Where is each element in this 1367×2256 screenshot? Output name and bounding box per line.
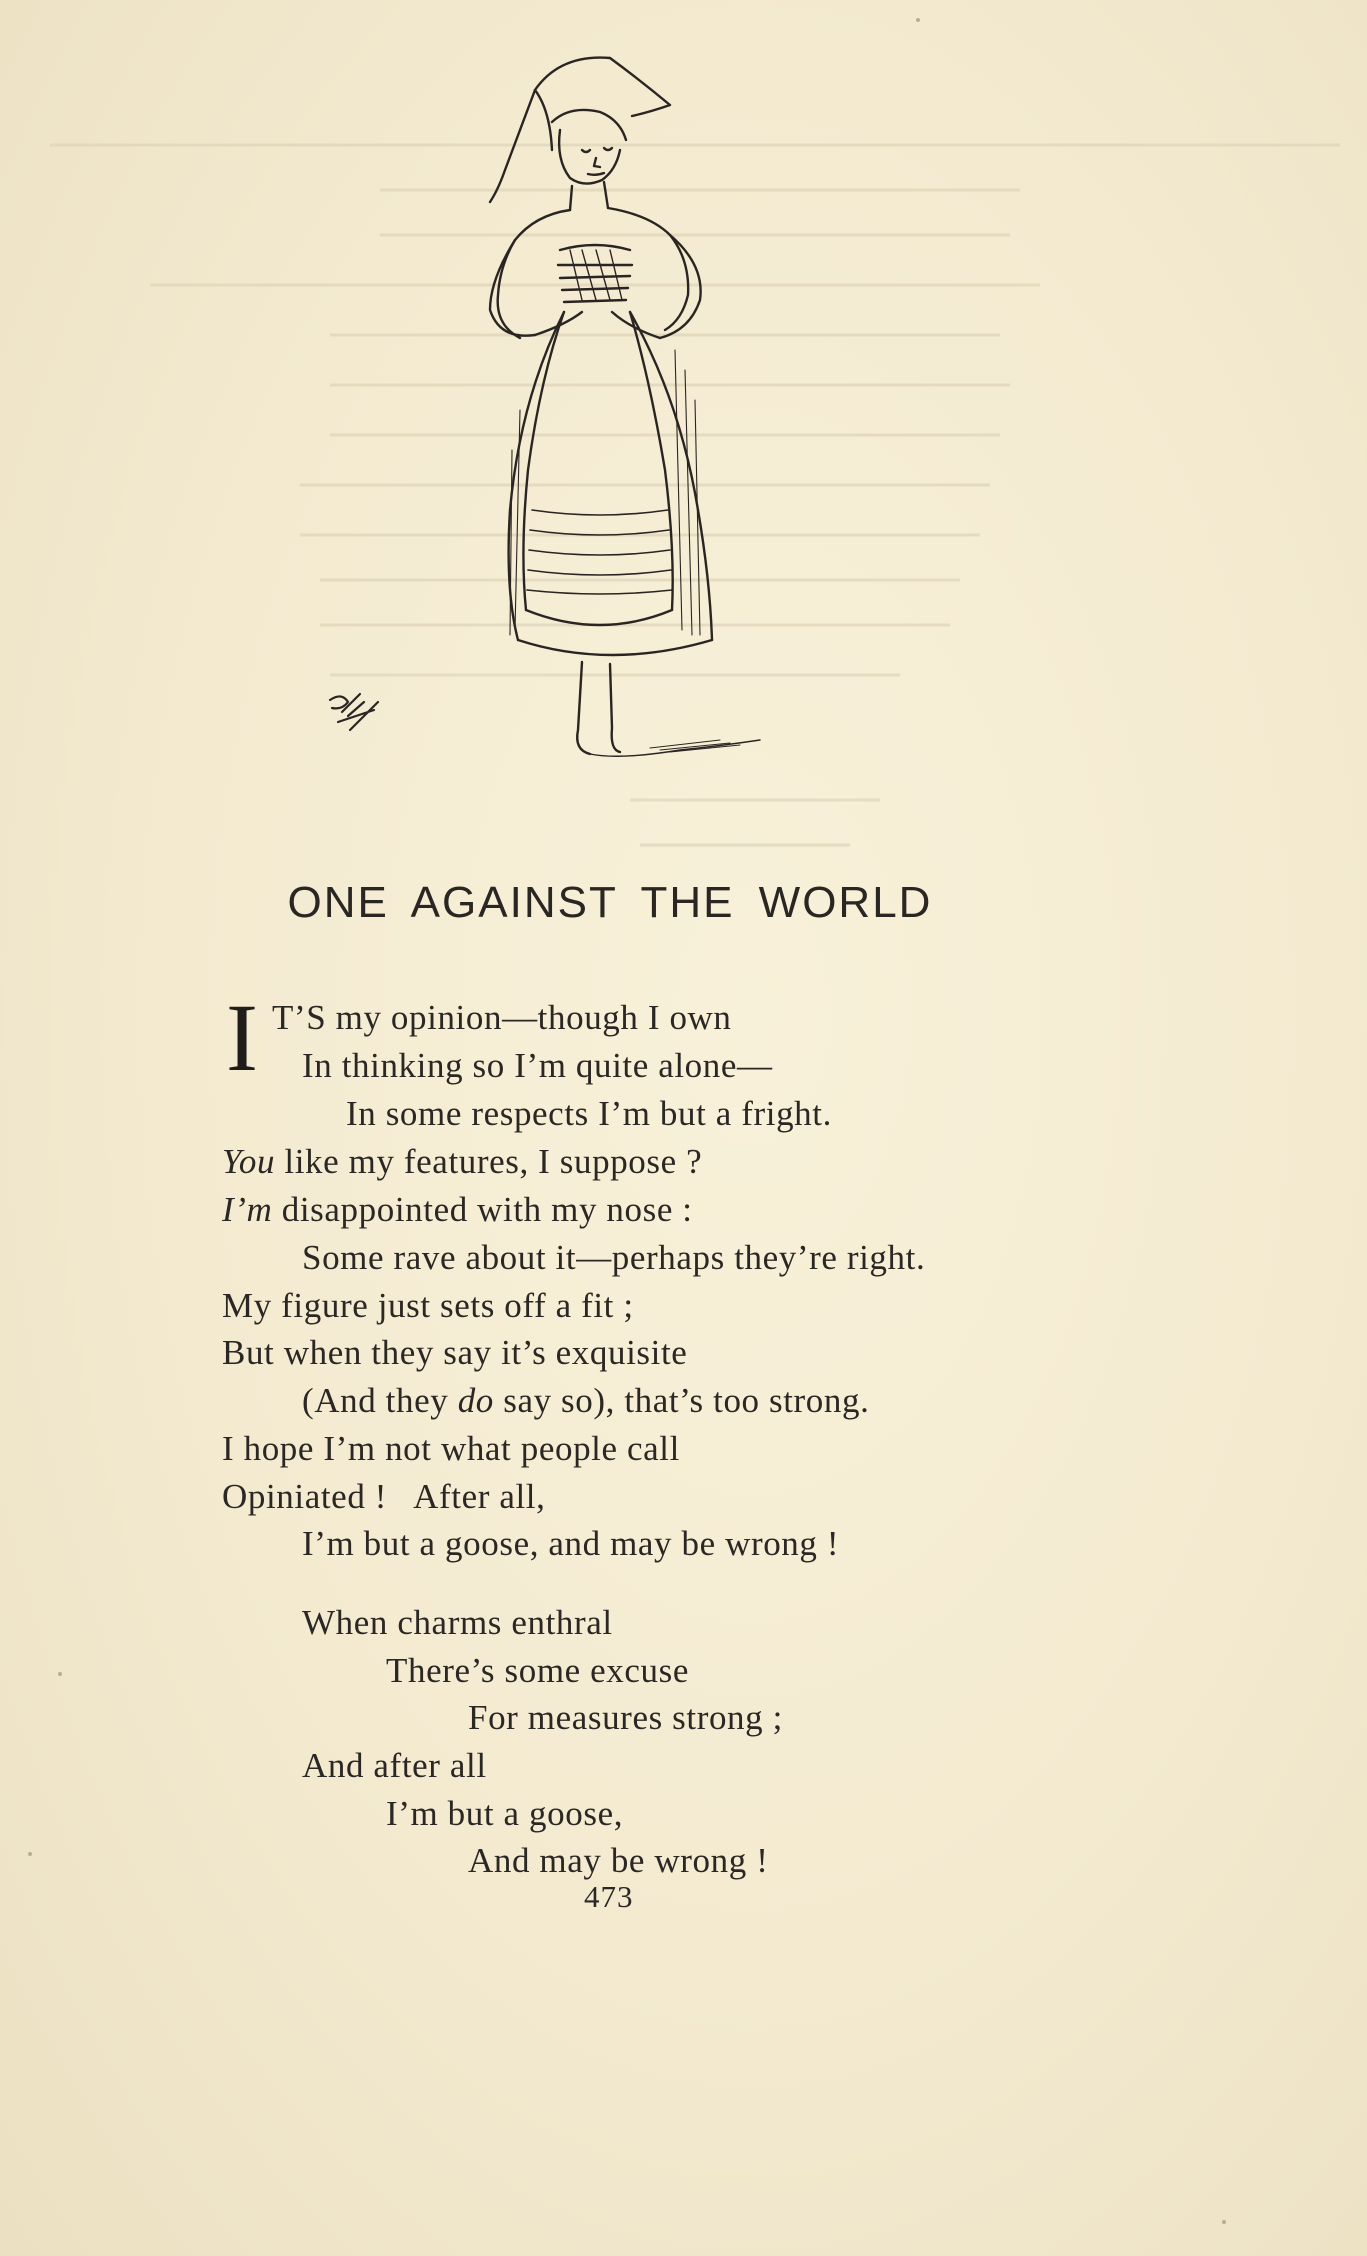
poem-title: ONE AGAINST THE WORLD (287, 878, 933, 927)
woman-figure-illustration (320, 50, 780, 760)
poem-line: For measures strong ; (468, 1698, 783, 1737)
poem-emphasis: do (457, 1381, 494, 1420)
artist-monogram-icon (320, 682, 390, 742)
poem-line (302, 1381, 869, 1421)
poem-line: I’m but a goose, (386, 1794, 624, 1833)
paper-speck (916, 18, 920, 22)
poem-line: I hope I’m not what people call (222, 1429, 680, 1468)
paper-speck (28, 1852, 32, 1856)
poem-line: Some rave about it—perhaps they’re right. (302, 1238, 926, 1277)
poem-line: Opiniated ! After all, (222, 1477, 546, 1516)
poem-emphasis: I’m (222, 1190, 273, 1229)
poem-line: In thinking so I’m quite alone— (302, 1046, 773, 1085)
poem-line: In some respects I’m but a fright. (346, 1094, 832, 1133)
poem-text: like my features, I suppose ? (275, 1142, 703, 1181)
paper-speck (1222, 2220, 1226, 2224)
paper-speck (58, 1672, 62, 1676)
poem-line: T’S my opinion—though I own (272, 998, 732, 1037)
poem-line (222, 1142, 702, 1182)
page-number: 473 (584, 1879, 634, 1914)
poem-line: But when they say it’s exquisite (222, 1333, 688, 1372)
poem-line: I’m but a goose, and may be wrong ! (302, 1524, 840, 1563)
poem-line: When charms enthral (302, 1603, 613, 1642)
poem-text: say so), that’s too strong. (493, 1381, 870, 1420)
poem-line: And may be wrong ! (468, 1841, 769, 1880)
poem-line: There’s some excuse (386, 1651, 689, 1690)
poem-line (222, 1190, 693, 1230)
poem-text: disappointed with my nose : (272, 1190, 693, 1229)
poem-emphasis: You (222, 1142, 276, 1181)
poem-line: My figure just sets off a fit ; (222, 1286, 634, 1325)
poem-line: And after all (302, 1746, 487, 1785)
poem-text: (And they (302, 1381, 458, 1420)
drop-cap: I (226, 984, 258, 1091)
